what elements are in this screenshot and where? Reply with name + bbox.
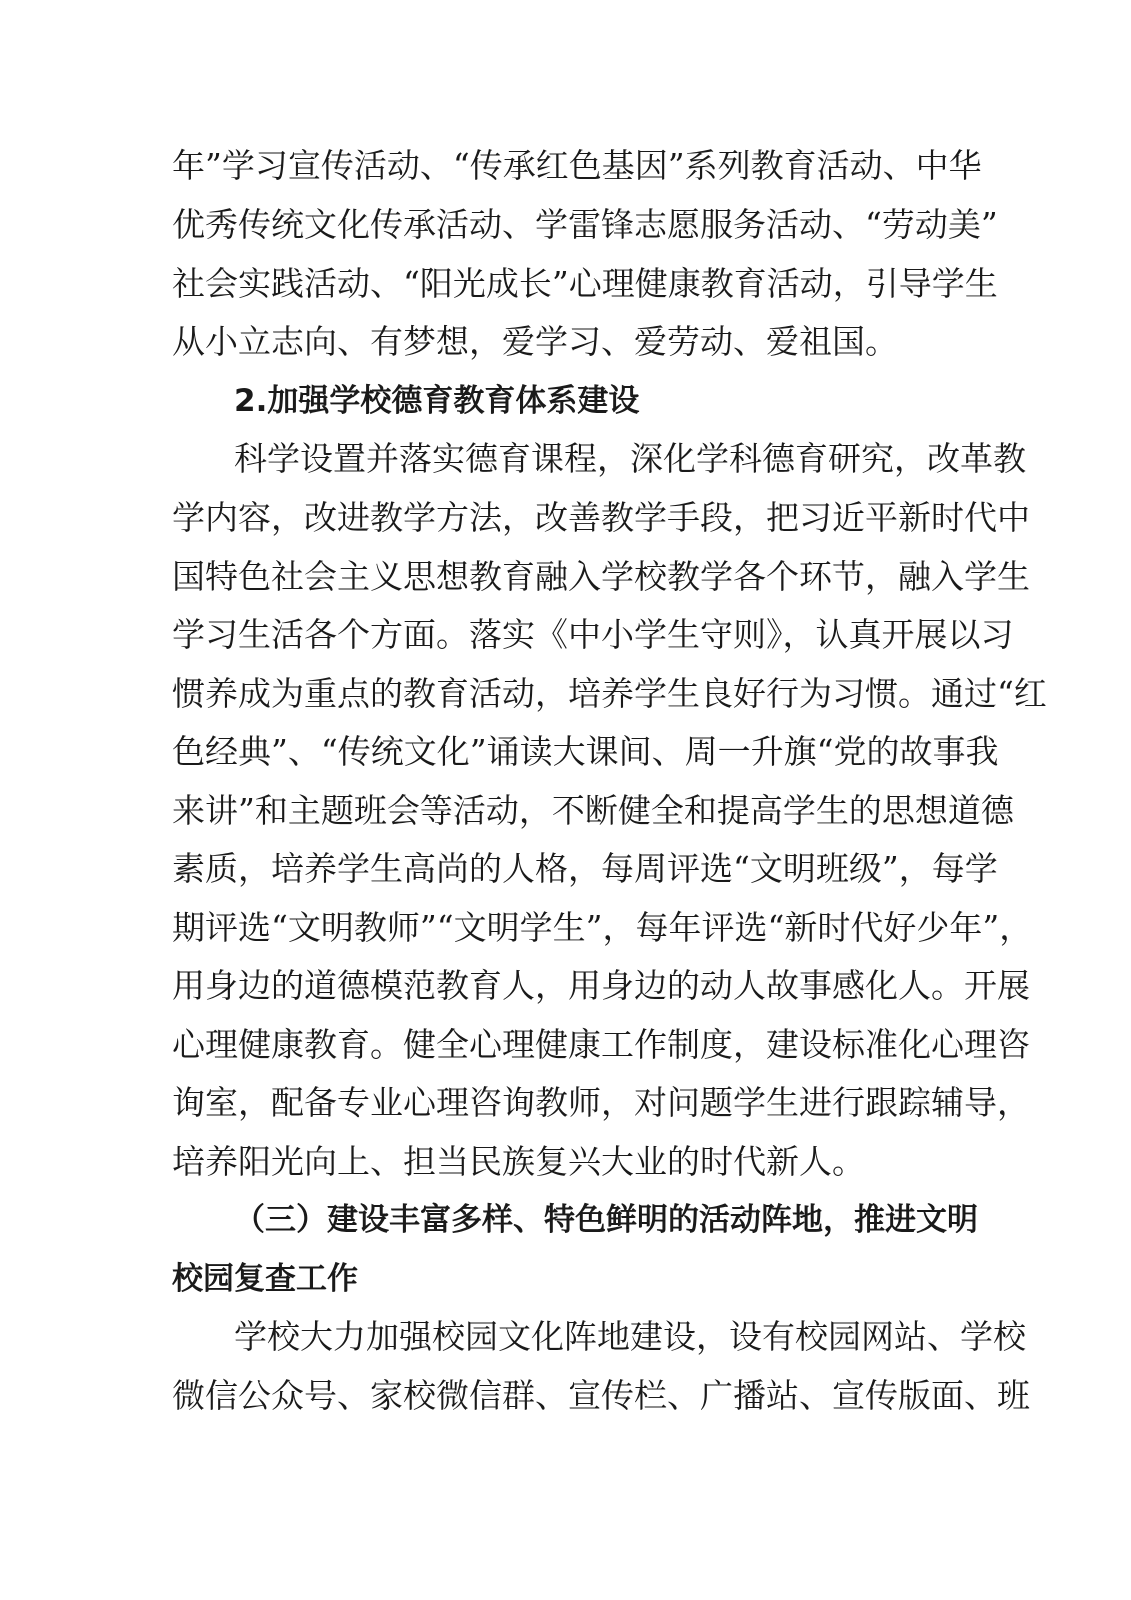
paragraph-line: 年”学习宣传活动、“传承红色基因”系列教育活动、中华 xyxy=(172,146,982,185)
paragraph-line: 优秀传统文化传承活动、学雷锋志愿服务活动、“劳动美” xyxy=(172,205,998,244)
paragraph-line: 社会实践活动、“阳光成长”心理健康教育活动，引导学生 xyxy=(172,264,998,303)
paragraph-line: 科学设置并落实德育课程，深化学科德育研究，改革教 xyxy=(234,439,1026,478)
paragraph-line: 期评选“文明教师”“文明学生”，每年评选“新时代好少年”， xyxy=(172,908,1033,947)
paragraph-line: 用身边的道德模范教育人，用身边的动人故事感化人。开展 xyxy=(172,966,1030,1005)
paragraph-line: 询室，配备专业心理咨询教师，对问题学生进行跟踪辅导， xyxy=(172,1083,1030,1122)
paragraph-line: 国特色社会主义思想教育融入学校教学各个环节，融入学生 xyxy=(172,557,1030,596)
paragraph-line: 素质，培养学生高尚的人格，每周评选“文明班级”，每学 xyxy=(172,849,998,888)
paragraph-line: 学校大力加强校园文化阵地建设，设有校园网站、学校 xyxy=(234,1317,1026,1356)
paragraph-line: 心理健康教育。健全心理健康工作制度，建设标准化心理咨 xyxy=(172,1025,1030,1064)
paragraph-line: 惯养成为重点的教育活动，培养学生良好行为习惯。通过“红 xyxy=(172,674,1047,713)
paragraph-line: 来讲”和主题班会等活动，不断健全和提高学生的思想道德 xyxy=(172,791,1014,830)
paragraph-line: 从小立志向、有梦想，爱学习、爱劳动、爱祖国。 xyxy=(172,322,898,361)
section-heading: 2.加强学校德育教育体系建设 xyxy=(234,383,640,419)
paragraph-line: 学内容，改进教学方法，改善教学手段，把习近平新时代中 xyxy=(172,498,1030,537)
section-heading: （三）建设丰富多样、特色鲜明的活动阵地，推进文明 xyxy=(234,1202,978,1238)
paragraph-line: 学习生活各个方面。落实《中小学生守则》，认真开展以习 xyxy=(172,615,1014,654)
section-heading-continuation: 校园复查工作 xyxy=(172,1261,358,1297)
paragraph-line: 培养阳光向上、担当民族复兴大业的时代新人。 xyxy=(172,1142,865,1181)
paragraph-line: 色经典”、“传统文化”诵读大课间、周一升旗“党的故事我 xyxy=(172,732,999,771)
paragraph-line: 微信公众号、家校微信群、宣传栏、广播站、宣传版面、班 xyxy=(172,1376,1030,1415)
